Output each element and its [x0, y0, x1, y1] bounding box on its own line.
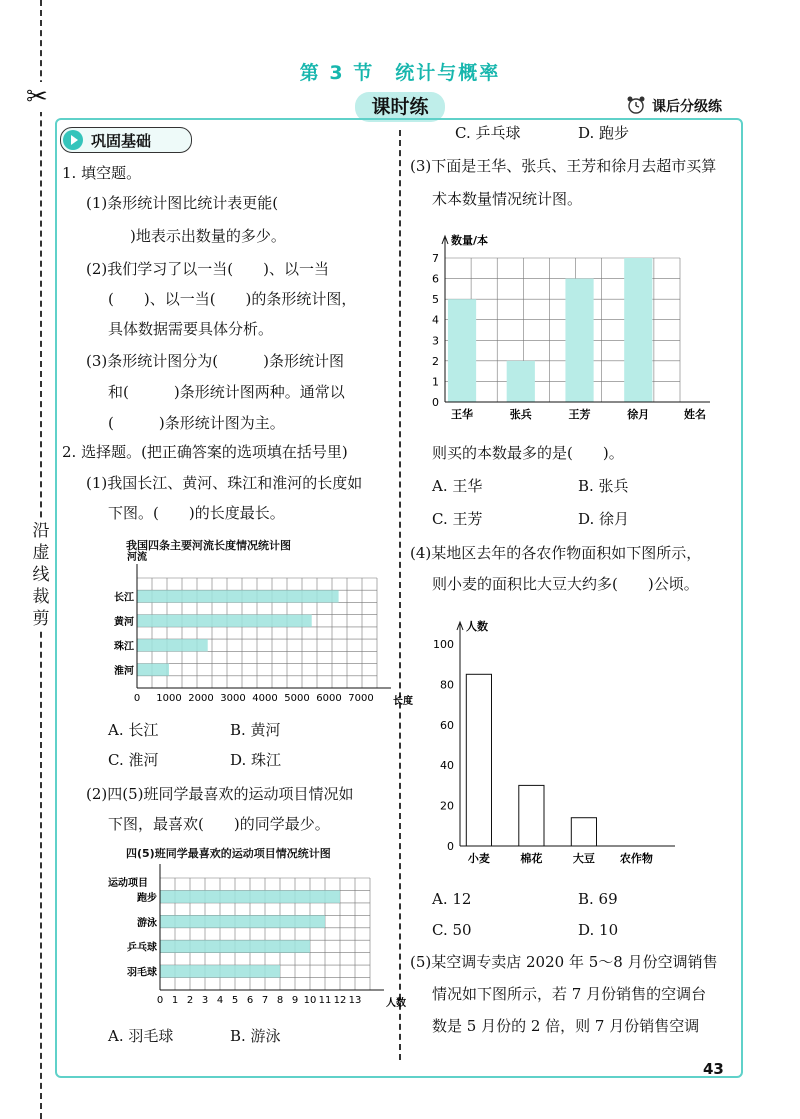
- q2-3-line1: (3)下面是王华、张兵、王芳和徐月去超市买算: [410, 157, 717, 175]
- x-tick-label: 2000: [188, 693, 214, 704]
- x-tick-label: 3: [201, 995, 209, 1006]
- q2-1-line1: (1)我国长江、黄河、珠江和淮河的长度如: [86, 474, 363, 492]
- category-label: 长江: [114, 592, 134, 604]
- y-axis-label: 河流: [127, 552, 147, 563]
- q2-2-option-c: C. 乒乓球: [455, 124, 521, 142]
- x-tick-label: 5: [231, 995, 239, 1006]
- crop-area-chart: [415, 610, 725, 870]
- x-axis-label: 姓名: [684, 408, 706, 421]
- q2-3-option-d: D. 徐月: [578, 510, 630, 528]
- notebook-chart: [415, 226, 725, 426]
- bar-棉花: [519, 785, 544, 846]
- bar-王华: [448, 299, 476, 402]
- chart1-title: 我国四条主要河流长度情况统计图: [126, 539, 291, 552]
- category-label: 淮河: [114, 665, 134, 677]
- page-number: 43: [703, 1060, 724, 1078]
- q2-2-option-d: D. 跑步: [578, 124, 630, 142]
- x-tick-label: 0: [156, 995, 164, 1006]
- y-tick-label: 80: [440, 678, 454, 692]
- alarm-clock-icon: [626, 95, 646, 115]
- level-label: 课后分级练: [652, 99, 722, 115]
- q2-3-line2: 术本数量情况统计图。: [432, 190, 583, 208]
- q2-4-line2: 则小麦的面积比大豆大约多( )公顷。: [432, 575, 699, 593]
- q2-5-line1: (5)某空调专卖店 2020 年 5～8 月份空调销售: [410, 953, 718, 971]
- cut-label: 沿虚线裁剪: [32, 521, 50, 629]
- q1-3-line3: ( )条形统计图为主。: [108, 414, 285, 432]
- x-tick-label: 12: [333, 995, 347, 1006]
- y-axis-label: 运动项目: [108, 878, 148, 889]
- q1-2-line3: 具体数据需要具体分析。: [108, 320, 274, 338]
- q2-3-line3: 则买的本数最多的是( )。: [432, 444, 624, 462]
- y-tick-label: 20: [440, 799, 454, 813]
- bar-跑步: [160, 890, 340, 902]
- y-tick-label: 3: [432, 334, 439, 348]
- q1-1-line2: )地表示出数量的多少。: [130, 227, 286, 245]
- category-label: 农作物: [619, 852, 653, 865]
- q2-2-option-a: A. 羽毛球: [108, 1027, 174, 1045]
- q1-3-line1: (3)条形统计图分为( )条形统计图: [86, 352, 344, 370]
- y-tick-label: 40: [440, 759, 454, 773]
- bar-张兵: [507, 361, 535, 402]
- bar-珠江: [137, 639, 208, 651]
- category-label: 羽毛球: [127, 967, 157, 979]
- y-axis-label: 数量/本: [451, 234, 489, 247]
- y-tick-label: 0: [447, 840, 454, 853]
- river-length-chart: [100, 548, 413, 713]
- bar-羽毛球: [160, 965, 280, 977]
- x-tick-label: 4: [216, 995, 224, 1006]
- q2-4-option-c: C. 50: [432, 921, 472, 939]
- category-label: 棉花: [520, 852, 543, 865]
- category-label: 王华: [451, 408, 474, 421]
- q2-2-line1: (2)四(5)班同学最喜欢的运动项目情况如: [86, 785, 354, 803]
- q2-3-option-c: C. 王芳: [432, 510, 483, 528]
- x-tick-label: 1000: [156, 693, 182, 704]
- play-icon: [63, 130, 83, 150]
- q2-2-line2: 下图，最喜欢( )的同学最少。: [108, 815, 330, 833]
- category-label: 游泳: [137, 917, 157, 929]
- x-tick-label: 6000: [316, 693, 342, 704]
- chart2-title: 四(5)班同学最喜欢的运动项目情况统计图: [126, 847, 331, 860]
- question-1: 1. 填空题。: [62, 164, 142, 182]
- category-label: 徐月: [627, 408, 650, 421]
- category-label: 大豆: [572, 852, 595, 865]
- q1-2-line1: (2)我们学习了以一当( )、以一当: [86, 260, 329, 278]
- category-label: 王芳: [568, 408, 591, 421]
- bar-淮河: [137, 664, 169, 676]
- q2-4-option-a: A. 12: [432, 890, 472, 908]
- x-tick-label: 2: [186, 995, 194, 1006]
- category-label: 小麦: [467, 852, 490, 865]
- bar-徐月: [624, 258, 652, 402]
- bar-乒乓球: [160, 940, 310, 952]
- q1-3-line2: 和( )条形统计图两种。通常以: [108, 383, 345, 401]
- q2-3-option-a: A. 王华: [432, 477, 483, 495]
- y-tick-label: 2: [432, 354, 439, 368]
- bar-黄河: [137, 615, 312, 627]
- x-tick-label: 7: [261, 995, 269, 1006]
- q2-4-option-b: B. 69: [578, 890, 618, 908]
- y-tick-label: 100: [433, 638, 454, 651]
- x-tick-label: 10: [303, 995, 317, 1006]
- question-2: 2. 选择题。(把正确答案的选项填在括号里): [62, 443, 348, 461]
- q2-4-option-d: D. 10: [578, 921, 619, 939]
- q2-1-option-a: A. 长江: [108, 721, 159, 739]
- category-label: 黄河: [114, 616, 134, 628]
- bar-王芳: [565, 279, 593, 402]
- category-label: 跑步: [137, 892, 157, 904]
- q2-1-option-b: B. 黄河: [230, 721, 281, 739]
- q2-5-line3: 数是 5 月份的 2 倍，则 7 月份销售空调: [432, 1017, 700, 1035]
- x-tick-label: 11: [318, 995, 332, 1006]
- q2-4-line1: (4)某地区去年的各农作物面积如下图所示，: [410, 544, 702, 562]
- bar-长江: [137, 590, 339, 602]
- y-tick-label: 60: [440, 718, 454, 732]
- x-tick-label: 0: [133, 693, 141, 704]
- x-tick-label: 9: [291, 995, 299, 1006]
- sports-chart: [100, 864, 406, 1014]
- section-heading-label: 巩固基础: [91, 132, 152, 150]
- x-tick-label: 13: [348, 995, 362, 1006]
- scissors-icon: ✂: [26, 82, 48, 112]
- x-tick-label: 6: [246, 995, 254, 1006]
- category-label: 张兵: [509, 408, 532, 421]
- x-axis-label: 人数: [386, 998, 406, 1009]
- x-axis-label: 长度: [393, 696, 413, 707]
- section-title: 第 3 节 统计与概率: [299, 62, 501, 84]
- q1-1-line1: (1)条形统计图比统计表更能(: [86, 194, 279, 212]
- y-tick-label: 0: [432, 396, 439, 409]
- category-label: 珠江: [114, 641, 134, 653]
- bar-大豆: [571, 818, 596, 846]
- q2-1-line2: 下图。( )的长度最长。: [108, 504, 285, 522]
- y-tick-label: 6: [432, 272, 439, 286]
- q2-1-option-c: C. 淮河: [108, 751, 159, 769]
- y-tick-label: 7: [432, 252, 439, 265]
- x-tick-label: 1: [171, 995, 179, 1006]
- section-heading: [60, 127, 192, 153]
- x-tick-label: 4000: [252, 693, 278, 704]
- bar-小麦: [466, 674, 491, 846]
- x-tick-label: 3000: [220, 693, 246, 704]
- q2-1-option-d: D. 珠江: [230, 751, 282, 769]
- y-tick-label: 5: [432, 293, 439, 307]
- x-tick-label: 5000: [284, 693, 310, 704]
- bar-游泳: [160, 915, 325, 927]
- lesson-badge-label: 课时练: [355, 92, 445, 122]
- q2-3-option-b: B. 张兵: [578, 477, 629, 495]
- q2-5-line2: 情况如下图所示，若 7 月份销售的空调台: [432, 985, 707, 1003]
- q1-2-line2: ( )、以一当( )的条形统计图，: [108, 290, 357, 308]
- x-tick-label: 7000: [348, 693, 374, 704]
- y-tick-label: 1: [432, 375, 439, 389]
- x-tick-label: 8: [276, 995, 284, 1006]
- category-label: 乒乓球: [127, 942, 157, 954]
- y-tick-label: 4: [432, 313, 439, 327]
- q2-2-option-b: B. 游泳: [230, 1027, 281, 1045]
- y-axis-label: 人数: [466, 620, 488, 633]
